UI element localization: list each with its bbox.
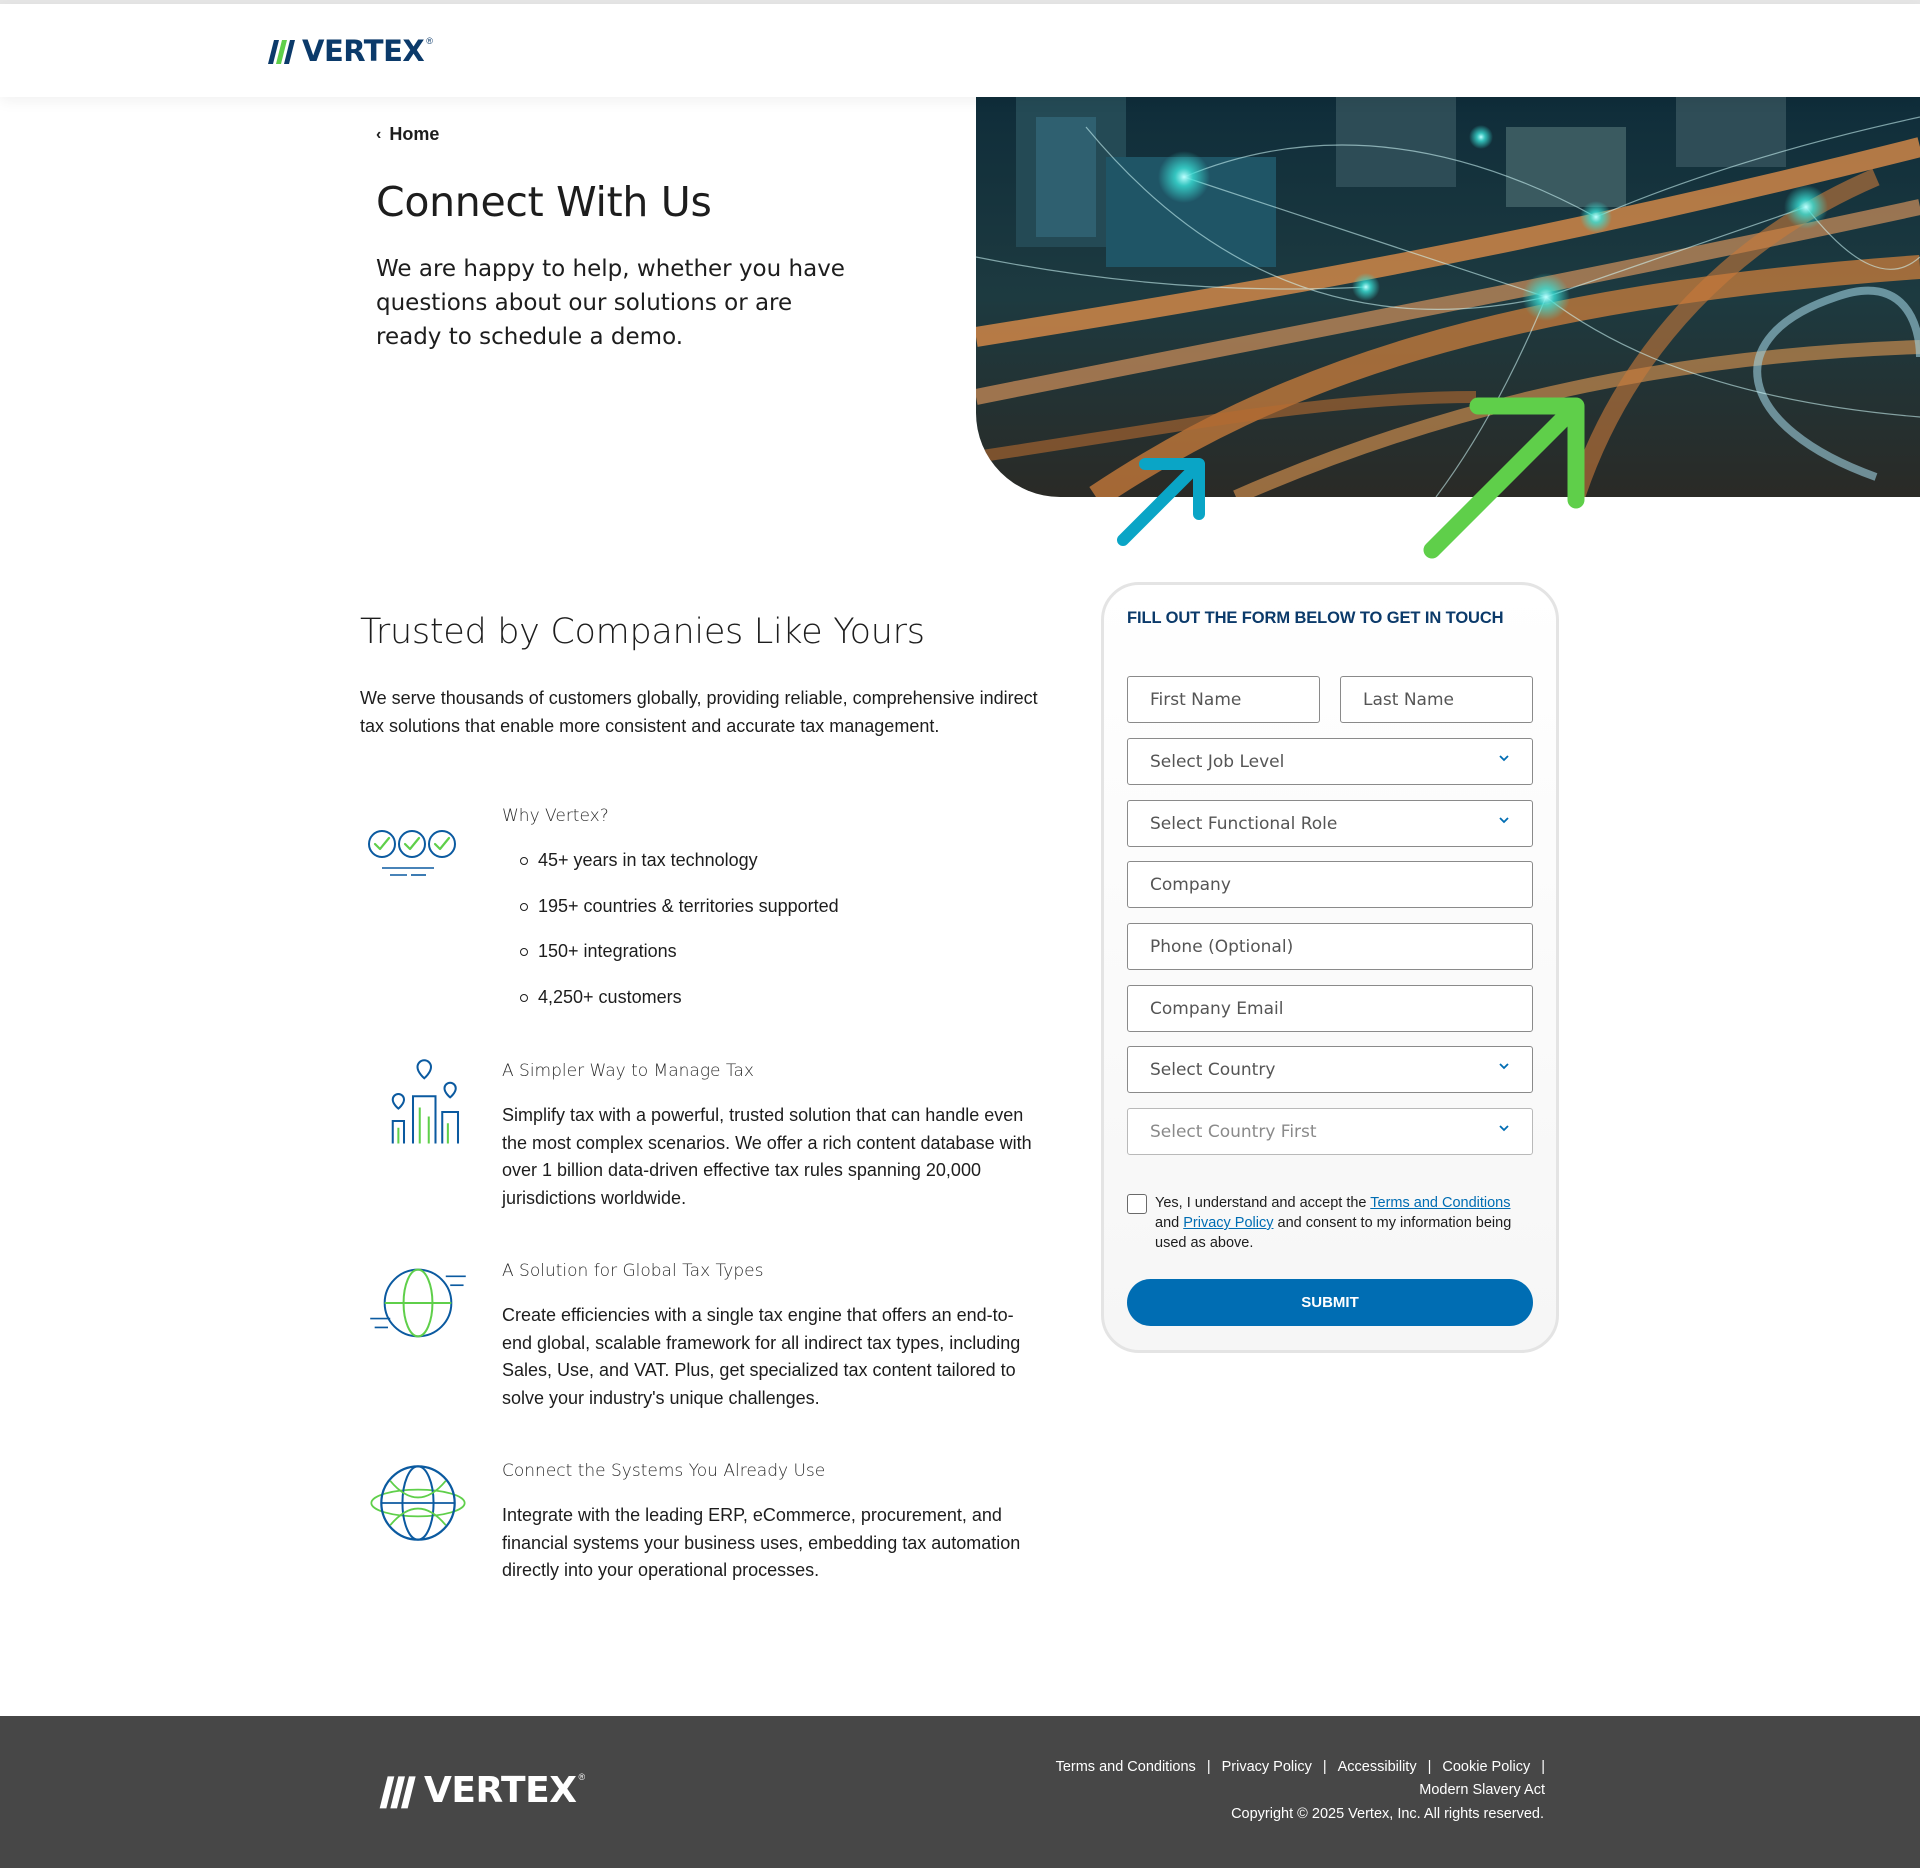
global-globe-icon [368, 1258, 468, 1348]
company-field[interactable] [1127, 861, 1533, 908]
submit-button[interactable]: SUBMIT [1127, 1279, 1533, 1326]
page-subtitle: We are happy to help, whether you have questions about our solutions or are ready to schedule a demo. [376, 256, 845, 350]
first-name-placeholder: First Name [1150, 689, 1242, 710]
feature-heading-connect: Connect the Systems You Already Use [502, 1461, 826, 1481]
chevron-down-icon [1498, 1122, 1510, 1134]
footer-separator: | [1541, 1759, 1545, 1775]
checklist-icon [362, 808, 462, 898]
chevron-down-icon [1498, 814, 1510, 826]
job-level-placeholder: Select Job Level [1150, 751, 1285, 772]
country-placeholder: Select Country [1150, 1059, 1276, 1080]
chevron-left-icon: ‹ [376, 125, 382, 143]
list-item: 4,250+ customers [538, 985, 839, 1031]
consent-suffix: and consent to my information being used as above. [1155, 1215, 1512, 1251]
list-item: 150+ integrations [538, 939, 839, 985]
footer-link-modern-slavery[interactable]: Modern Slavery Act [1419, 1782, 1545, 1798]
chevron-down-icon [1498, 752, 1510, 764]
last-name-placeholder: Last Name [1363, 689, 1454, 710]
site-footer [0, 1716, 1920, 1868]
footer-link-terms[interactable]: Terms and Conditions [1055, 1759, 1196, 1775]
footer-logo[interactable] [376, 1770, 585, 1811]
footer-logo-registered-mark: ® [578, 1772, 586, 1782]
vertex-mark-icon [376, 1771, 418, 1811]
breadcrumb[interactable] [376, 124, 439, 145]
trusted-description: We serve thousands of customers globally, providing reliable, comprehensive indirect tax solutions that enable more consistent and accurate tax management. [360, 688, 1038, 736]
chevron-down-icon [1498, 1060, 1510, 1072]
state-placeholder: Select Country First [1150, 1121, 1317, 1142]
consent-prefix: Yes, I understand and accept the [1155, 1195, 1371, 1211]
feature-body-simpler: Simplify tax with a powerful, trusted solution that can handle even the most complex scenarios. We offer a rich content database with over 1 billion data-driven effective tax rules spanning 20,000 jurisdictions worldwide. [502, 1105, 1032, 1208]
why-vertex-list [538, 848, 839, 1030]
footer-separator: | [1427, 1759, 1432, 1775]
feature-body-connect: Integrate with the leading ERP, eCommerce, procurement, and financial systems your business uses, embedding tax automation directly into your operational processes. [502, 1505, 1021, 1580]
footer-copyright: Copyright © 2025 Vertex, Inc. All rights reserved. [1231, 1806, 1544, 1822]
list-item: 195+ countries & territories supported [538, 894, 839, 940]
green-arrow-icon [1420, 392, 1590, 562]
feature-heading-simpler: A Simpler Way to Manage Tax [502, 1061, 754, 1081]
feature-heading-global: A Solution for Global Tax Types [502, 1261, 764, 1281]
functional-role-select[interactable] [1127, 800, 1533, 847]
feature-heading-why-vertex: Why Vertex? [502, 806, 609, 826]
footer-link-privacy[interactable]: Privacy Policy [1221, 1759, 1312, 1775]
country-select[interactable] [1127, 1046, 1533, 1093]
functional-role-placeholder: Select Functional Role [1150, 813, 1338, 834]
footer-separator: | [1206, 1759, 1211, 1775]
logo-wordmark: VERTEX [302, 34, 425, 68]
consent-checkbox[interactable] [1127, 1194, 1147, 1214]
terms-link[interactable]: Terms and Conditions [1370, 1195, 1511, 1211]
footer-link-accessibility[interactable]: Accessibility [1337, 1759, 1417, 1775]
vertex-mark-icon [266, 36, 296, 66]
footer-separator: | [1322, 1759, 1327, 1775]
phone-field[interactable] [1127, 923, 1533, 970]
vertex-logo[interactable] [266, 34, 433, 68]
email-field[interactable] [1127, 985, 1533, 1032]
form-title: FILL OUT THE FORM BELOW TO GET IN TOUCH [1127, 609, 1504, 627]
state-select[interactable] [1127, 1108, 1533, 1155]
footer-links [985, 1756, 1545, 1802]
consent-and: and [1155, 1215, 1184, 1231]
list-item: 45+ years in tax technology [538, 848, 839, 894]
first-name-field[interactable] [1127, 676, 1320, 723]
phone-placeholder: Phone (Optional) [1150, 936, 1294, 957]
teal-arrow-icon [1115, 452, 1211, 548]
page-title: Connect With Us [376, 178, 712, 226]
footer-logo-wordmark: VERTEX [424, 1770, 577, 1811]
city-pins-icon [372, 1058, 472, 1148]
consent-text [1155, 1193, 1527, 1253]
privacy-link[interactable]: Privacy Policy [1183, 1215, 1274, 1231]
connected-globe-icon [368, 1458, 468, 1548]
email-placeholder: Company Email [1150, 998, 1284, 1019]
site-header [0, 4, 1920, 97]
trusted-heading: Trusted by Companies Like Yours [360, 612, 925, 652]
breadcrumb-home-link[interactable]: Home [389, 124, 440, 144]
footer-link-cookie[interactable]: Cookie Policy [1442, 1759, 1531, 1775]
last-name-field[interactable] [1340, 676, 1533, 723]
logo-registered-mark: ® [426, 36, 433, 46]
job-level-select[interactable] [1127, 738, 1533, 785]
feature-body-global: Create efficiencies with a single tax engine that offers an end-to-end global, scalable framework for all indirect tax types, including Sales, Use, and VAT. Plus, get specialized tax content tailored to solve your industry's unique challenges. [502, 1305, 1021, 1408]
company-placeholder: Company [1150, 874, 1231, 895]
